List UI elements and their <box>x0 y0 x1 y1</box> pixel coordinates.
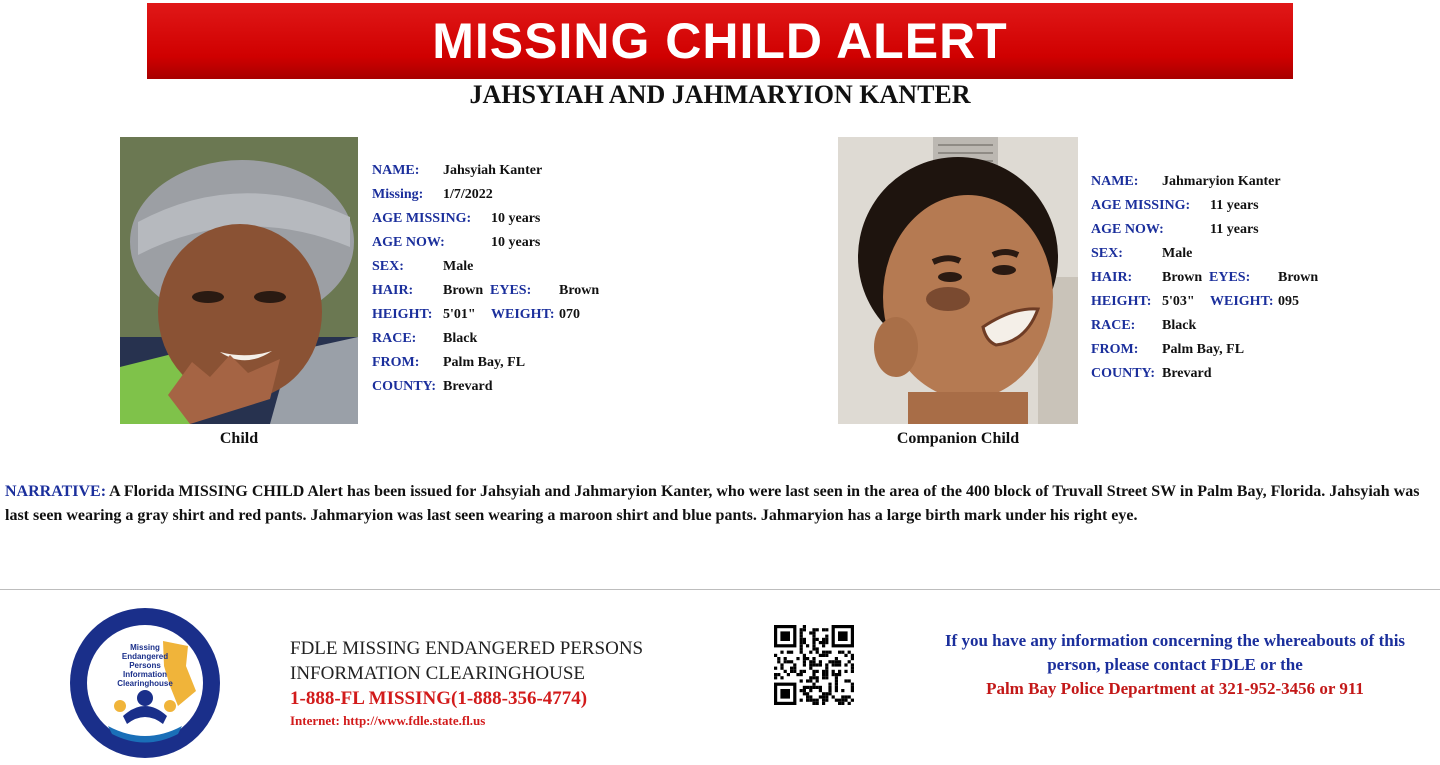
weight-value: 070 <box>559 307 580 322</box>
age-now-value: 11 years <box>1210 222 1259 237</box>
narrative <box>5 480 1433 528</box>
seal-line-4: Information <box>123 670 167 679</box>
age-now-label: AGE NOW: <box>372 235 445 250</box>
narrative-label: NARRATIVE: <box>5 483 107 500</box>
seal-line-5: Clearinghouse <box>117 679 173 688</box>
hair-label: HAIR: <box>1091 270 1133 285</box>
eyes-value: Brown <box>1278 270 1319 285</box>
height-value: 5'03" <box>1162 294 1195 309</box>
info-row-sex <box>1091 246 1391 270</box>
hair-value: Brown <box>443 283 484 298</box>
info-row-height-weight <box>1091 294 1391 318</box>
name-label: NAME: <box>372 163 420 178</box>
seal-line-3: Persons <box>129 661 161 670</box>
info-row-race <box>372 331 672 355</box>
age-now-label: AGE NOW: <box>1091 222 1164 237</box>
eyes-value: Brown <box>559 283 600 298</box>
age-missing-label: AGE MISSING: <box>1091 198 1191 213</box>
sex-value: Male <box>443 259 474 274</box>
child-photo-image <box>120 137 358 424</box>
age-missing-value: 10 years <box>491 211 541 226</box>
info-row-age-now <box>372 235 672 259</box>
race-value: Black <box>443 331 478 346</box>
info-row-age-missing <box>1091 198 1391 222</box>
info-row-missing <box>372 187 672 211</box>
info-row-from <box>1091 342 1391 366</box>
eyes-label: EYES: <box>490 283 532 298</box>
name-label: NAME: <box>1091 174 1139 189</box>
weight-value: 095 <box>1278 294 1299 309</box>
from-label: FROM: <box>372 355 420 370</box>
clearinghouse-seal-logo <box>68 606 222 760</box>
from-value: Palm Bay, FL <box>1162 342 1245 357</box>
info-row-name <box>372 163 672 187</box>
missing-value: 1/7/2022 <box>443 187 493 202</box>
eyes-label: EYES: <box>1209 270 1251 285</box>
county-label: COUNTY: <box>372 379 437 394</box>
age-now-value: 10 years <box>491 235 541 250</box>
height-label: HEIGHT: <box>1091 294 1152 309</box>
companion-child-photo <box>838 137 1078 424</box>
child-info <box>372 163 672 403</box>
companion-child-caption: Companion Child <box>896 430 1020 447</box>
alert-banner <box>147 3 1293 79</box>
contact-line-2: person, please contact FDLE or the <box>1047 655 1303 674</box>
county-value: Brevard <box>443 379 493 394</box>
qr-code <box>774 625 854 705</box>
age-missing-label: AGE MISSING: <box>372 211 472 226</box>
child-photo <box>120 137 358 424</box>
from-label: FROM: <box>1091 342 1139 357</box>
companion-child-info <box>1091 174 1391 390</box>
sex-label: SEX: <box>372 259 404 274</box>
website-link[interactable]: Internet: http://www.fdle.state.fl.us <box>290 713 486 728</box>
weight-label: WEIGHT: <box>491 307 555 322</box>
info-row-county <box>372 379 672 403</box>
hair-label: HAIR: <box>372 283 414 298</box>
county-label: COUNTY: <box>1091 366 1156 381</box>
qr-code-icon <box>774 625 854 705</box>
info-row-age-now <box>1091 222 1391 246</box>
contact-line-1: If you have any information concerning the whereabouts of this <box>944 631 1406 650</box>
info-row-height-weight <box>372 307 672 331</box>
missing-label: Missing: <box>372 187 424 202</box>
children-names-heading: JAHSYIAH AND JAHMARYION KANTER <box>469 80 971 109</box>
footer-divider <box>0 589 1440 590</box>
alert-title: MISSING CHILD ALERT <box>432 13 1008 69</box>
info-row-from <box>372 355 672 379</box>
seal-line-2: Endangered <box>121 652 169 661</box>
sex-label: SEX: <box>1091 246 1123 261</box>
race-label: RACE: <box>372 331 417 346</box>
info-row-county <box>1091 366 1391 390</box>
info-row-race <box>1091 318 1391 342</box>
weight-label: WEIGHT: <box>1210 294 1274 309</box>
info-row-sex <box>372 259 672 283</box>
seal-line-1: Missing <box>130 643 160 652</box>
from-value: Palm Bay, FL <box>443 355 526 370</box>
seal-icon <box>68 606 222 760</box>
info-row-name <box>1091 174 1391 198</box>
narrative-text: A Florida MISSING CHILD Alert has been issued for Jahsyiah and Jahmaryion Kanter, who were last seen in the area of the 400 block of Truvall Street SW in Palm Bay, Florida. Jahsyiah was last seen wearing a gray shirt and red pants. Jahmaryion was last seen wearing a maroon shirt and blue pants. Jahmaryion has a large birth mark under his right eye. <box>5 483 1420 524</box>
child-caption: Child <box>219 430 259 447</box>
county-value: Brevard <box>1162 366 1212 381</box>
age-missing-value: 11 years <box>1210 198 1259 213</box>
name-value: Jahsyiah Kanter <box>443 163 543 178</box>
hotline-phone[interactable]: 1-888-FL MISSING(1-888-356-4774) <box>290 688 588 709</box>
org-name-line-2: INFORMATION CLEARINGHOUSE <box>290 663 586 684</box>
race-label: RACE: <box>1091 318 1136 333</box>
name-value: Jahmaryion Kanter <box>1162 174 1281 189</box>
height-value: 5'01" <box>443 307 476 322</box>
height-label: HEIGHT: <box>372 307 433 322</box>
info-row-age-missing <box>372 211 672 235</box>
contact-line-3[interactable]: Palm Bay Police Department at 321-952-3456 or 911 <box>986 679 1364 698</box>
hair-value: Brown <box>1162 270 1203 285</box>
fdle-info <box>290 636 643 731</box>
info-row-hair-eyes <box>372 283 672 307</box>
sex-value: Male <box>1162 246 1193 261</box>
contact-notice <box>905 629 1440 701</box>
companion-child-photo-image <box>838 137 1078 424</box>
race-value: Black <box>1162 318 1197 333</box>
org-name-line-1: FDLE MISSING ENDANGERED PERSONS <box>290 638 644 659</box>
info-row-hair-eyes <box>1091 270 1391 294</box>
